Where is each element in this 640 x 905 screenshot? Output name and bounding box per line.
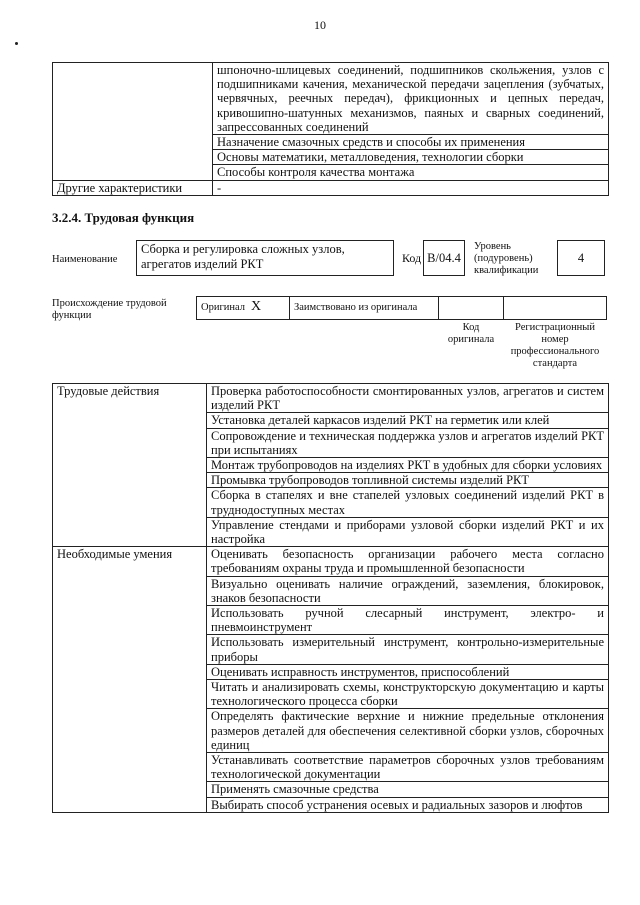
scan-dot	[15, 42, 18, 45]
table-cell: Применять смазочные средства	[207, 782, 609, 797]
row-label: Другие характеристики	[53, 180, 213, 195]
reg-number-caption: Регистрационный номер профессионального стандарта	[510, 322, 600, 369]
table-cell: Устанавливать соответствие параметров сборочных узлов требованиям технологической документации	[207, 753, 609, 782]
table-cell: Управление стендами и приборами узловой сборки изделий РКТ и их настройка	[207, 517, 609, 546]
code-value-box: B/04.4	[423, 240, 465, 276]
reg-number-box	[503, 296, 607, 320]
code-original-box	[438, 296, 504, 320]
table-cell: Определять фактические верхние и нижние предельные отклонения размеров деталей для обеспечения селективной сборки узлов, сборочных единиц	[207, 709, 609, 753]
level-label: Уровень (подуровень) квалификации	[474, 241, 539, 276]
original-box	[196, 296, 290, 320]
row-label	[53, 63, 213, 181]
borrowed-box: Заимствовано из оригинала	[289, 296, 439, 320]
table-row	[53, 63, 609, 135]
table-cell: Способы контроля качества монтажа	[213, 165, 609, 180]
level-value-box: 4	[557, 240, 605, 276]
table-cell: Оценивать безопасность организации рабочего места согласно требованиям охраны труда и промышленной безопасности	[207, 547, 609, 576]
table-cell: Сборка в стапелях и вне стапелей узловых соединений изделий РКТ в труднодоступных местах	[207, 488, 609, 517]
original-label: Оригинал	[201, 302, 245, 313]
original-mark: X	[251, 299, 262, 314]
table-cell: Монтаж трубопроводов на изделиях РКТ в удобных для сборки условиях	[207, 458, 609, 473]
table-cell: шпоночно-шлицевых соединений, подшипников скольжения, узлов с подшипниками качения, механической передачи зацепления (зубчатых, червячных, реечных передач), фрикционных и цепных передач, кривошипно-шатунных механизмов, паяных и сварных соединений, запрессованных соединений	[213, 63, 609, 135]
table-cell: -	[213, 180, 609, 195]
page-number: 10	[314, 18, 326, 32]
function-name-box: Сборка и регулировка сложных узлов, агрегатов изделий РКТ	[136, 240, 394, 276]
name-label: Наименование	[52, 254, 118, 265]
table-cell: Установка деталей каркасов изделий РКТ на герметик или клей	[207, 413, 609, 428]
knowledge-table-continued	[52, 62, 609, 196]
table-cell: Проверка работоспособности смонтированных узлов, агрегатов и систем изделий РКТ	[207, 384, 609, 413]
table-cell: Визуально оценивать наличие ограждений, заземления, блокировок, знаков безопасности	[207, 576, 609, 605]
table-cell: Оценивать исправность инструментов, приспособлений	[207, 664, 609, 679]
row-label: Необходимые умения	[53, 547, 207, 813]
table-cell: Выбирать способ устранения осевых и радиальных зазоров и люфтов	[207, 797, 609, 812]
table-cell: Сопровождение и техническая поддержка узлов и агрегатов изделий РКТ при испытаниях	[207, 428, 609, 457]
table-cell: Использовать ручной слесарный инструмент, электро- и пневмоинструмент	[207, 606, 609, 635]
table-row	[53, 180, 609, 195]
table-cell: Промывка трубопроводов топливной системы изделий РКТ	[207, 473, 609, 488]
table-row	[53, 384, 609, 413]
table-cell: Назначение смазочных средств и способы их применения	[213, 135, 609, 150]
table-cell: Читать и анализировать схемы, конструкторскую документацию и карты технологического процесса сборки	[207, 680, 609, 709]
code-label: Код	[402, 251, 422, 265]
table-cell: Основы математики, металловедения, технологии сборки	[213, 150, 609, 165]
origin-label: Происхождение трудовой функции	[52, 298, 167, 321]
row-label: Трудовые действия	[53, 384, 207, 547]
table-row	[53, 547, 609, 576]
table-cell: Использовать измерительный инструмент, контрольно-измерительные приборы	[207, 635, 609, 664]
code-original-caption: Код оригинала	[447, 322, 495, 345]
labor-function-table	[52, 383, 609, 813]
section-title: 3.2.4. Трудовая функция	[52, 210, 195, 225]
